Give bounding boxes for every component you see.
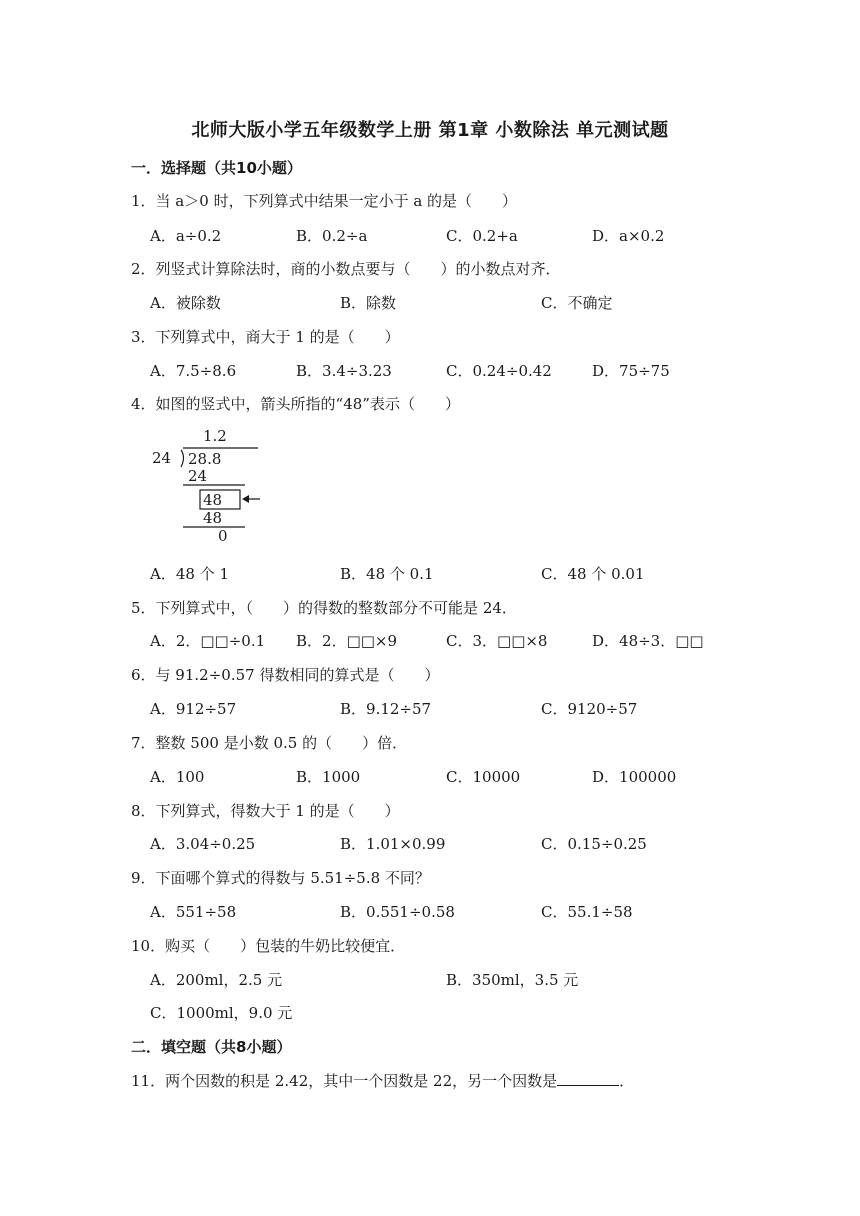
q11-end: ． xyxy=(619,1072,635,1090)
question-1: 1．当 a＞0 时，下列算式中结果一定小于 a 的是（ ） xyxy=(131,192,518,210)
q11-text: 11．两个因数的积是 2.42，其中一个因数是 22，另一个因数是 xyxy=(131,1072,558,1090)
q2-option-b: B．除数 xyxy=(340,294,397,312)
q6-option-c: C．9120÷57 xyxy=(541,700,638,718)
q7-option-a: A．100 xyxy=(150,768,205,786)
question-4: 4．如图的竖式中，箭头所指的“48”表示（ ） xyxy=(131,395,460,413)
long-division-figure xyxy=(150,426,265,548)
division-step-1: 24 xyxy=(188,467,208,485)
question-2: 2．列竖式计算除法时，商的小数点要与（ ）的小数点对齐． xyxy=(131,260,561,278)
question-10: 10．购买（ ）包装的牛奶比较便宜． xyxy=(131,937,406,955)
division-divisor: 24 xyxy=(152,449,172,467)
question-5: 5．下列算式中，（ ）的得数的整数部分不可能是 24． xyxy=(131,599,517,617)
division-step-3: 48 xyxy=(203,509,223,527)
q4-option-c: C．48 个 0.01 xyxy=(541,565,645,583)
q4-option-b: B．48 个 0.1 xyxy=(340,565,434,583)
q3-option-b: B．3.4÷3.23 xyxy=(296,362,392,380)
q1-option-a: A．a÷0.2 xyxy=(150,227,222,245)
q6-option-a: A．912÷57 xyxy=(150,700,237,718)
q10-option-b: B．350ml，3.5 元 xyxy=(446,971,579,989)
q3-option-d: D．75÷75 xyxy=(592,362,670,380)
question-3: 3．下列算式中，商大于 1 的是（ ） xyxy=(131,328,400,346)
q10-option-a: A．200ml，2.5 元 xyxy=(150,971,283,989)
q5-option-c: C．3．□□×8 xyxy=(446,632,548,650)
page-title: 北师大版小学五年级数学上册 第1章 小数除法 单元测试题 xyxy=(191,120,669,141)
q7-option-b: B．1000 xyxy=(296,768,361,786)
section-heading-choice: 一．选择题（共10小题） xyxy=(131,159,302,177)
q4-option-a: A．48 个 1 xyxy=(150,565,229,583)
question-11 xyxy=(131,1070,634,1091)
question-6: 6．与 91.2÷0.57 得数相同的算式是（ ） xyxy=(131,666,440,684)
q3-option-c: C．0.24÷0.42 xyxy=(446,362,552,380)
q8-option-a: A．3.04÷0.25 xyxy=(150,835,256,853)
q3-option-a: A．7.5÷8.6 xyxy=(150,362,237,380)
q5-option-d: D．48÷3．□□ xyxy=(592,632,704,650)
q6-option-b: B．9.12÷57 xyxy=(340,700,432,718)
question-9: 9．下面哪个算式的得数与 5.51÷5.8 不同？ xyxy=(131,869,430,887)
division-step-2-boxed: 48 xyxy=(203,491,223,509)
division-dividend: 28.8 xyxy=(188,450,222,468)
q5-option-b: B．2．□□×9 xyxy=(296,632,398,650)
q8-option-b: B．1.01×0.99 xyxy=(340,835,446,853)
q1-option-d: D．a×0.2 xyxy=(592,227,665,245)
arrow-head-icon xyxy=(242,495,249,503)
question-7: 7．整数 500 是小数 0.5 的（ ）倍． xyxy=(131,734,408,752)
q2-option-a: A．被除数 xyxy=(150,294,221,312)
q9-option-c: C．55.1÷58 xyxy=(541,903,633,921)
division-quotient: 1.2 xyxy=(203,427,227,445)
q9-option-a: A．551÷58 xyxy=(150,903,237,921)
question-8: 8．下列算式，得数大于 1 的是（ ） xyxy=(131,802,400,820)
q7-option-d: D．100000 xyxy=(592,768,677,786)
section-heading-fill: 二．填空题（共8小题） xyxy=(131,1038,292,1056)
q1-option-c: C．0.2+a xyxy=(446,227,518,245)
q10-option-c: C．1000ml，9.0 元 xyxy=(150,1004,293,1022)
q1-option-b: B．0.2÷a xyxy=(296,227,368,245)
q8-option-c: C．0.15÷0.25 xyxy=(541,835,647,853)
division-bracket xyxy=(181,450,184,467)
division-remainder: 0 xyxy=(218,527,228,545)
q9-option-b: B．0.551÷0.58 xyxy=(340,903,455,921)
q5-option-a: A．2．□□÷0.1 xyxy=(150,632,266,650)
q2-option-c: C．不确定 xyxy=(541,294,613,312)
q7-option-c: C．10000 xyxy=(446,768,521,786)
answer-blank[interactable] xyxy=(557,1071,619,1086)
